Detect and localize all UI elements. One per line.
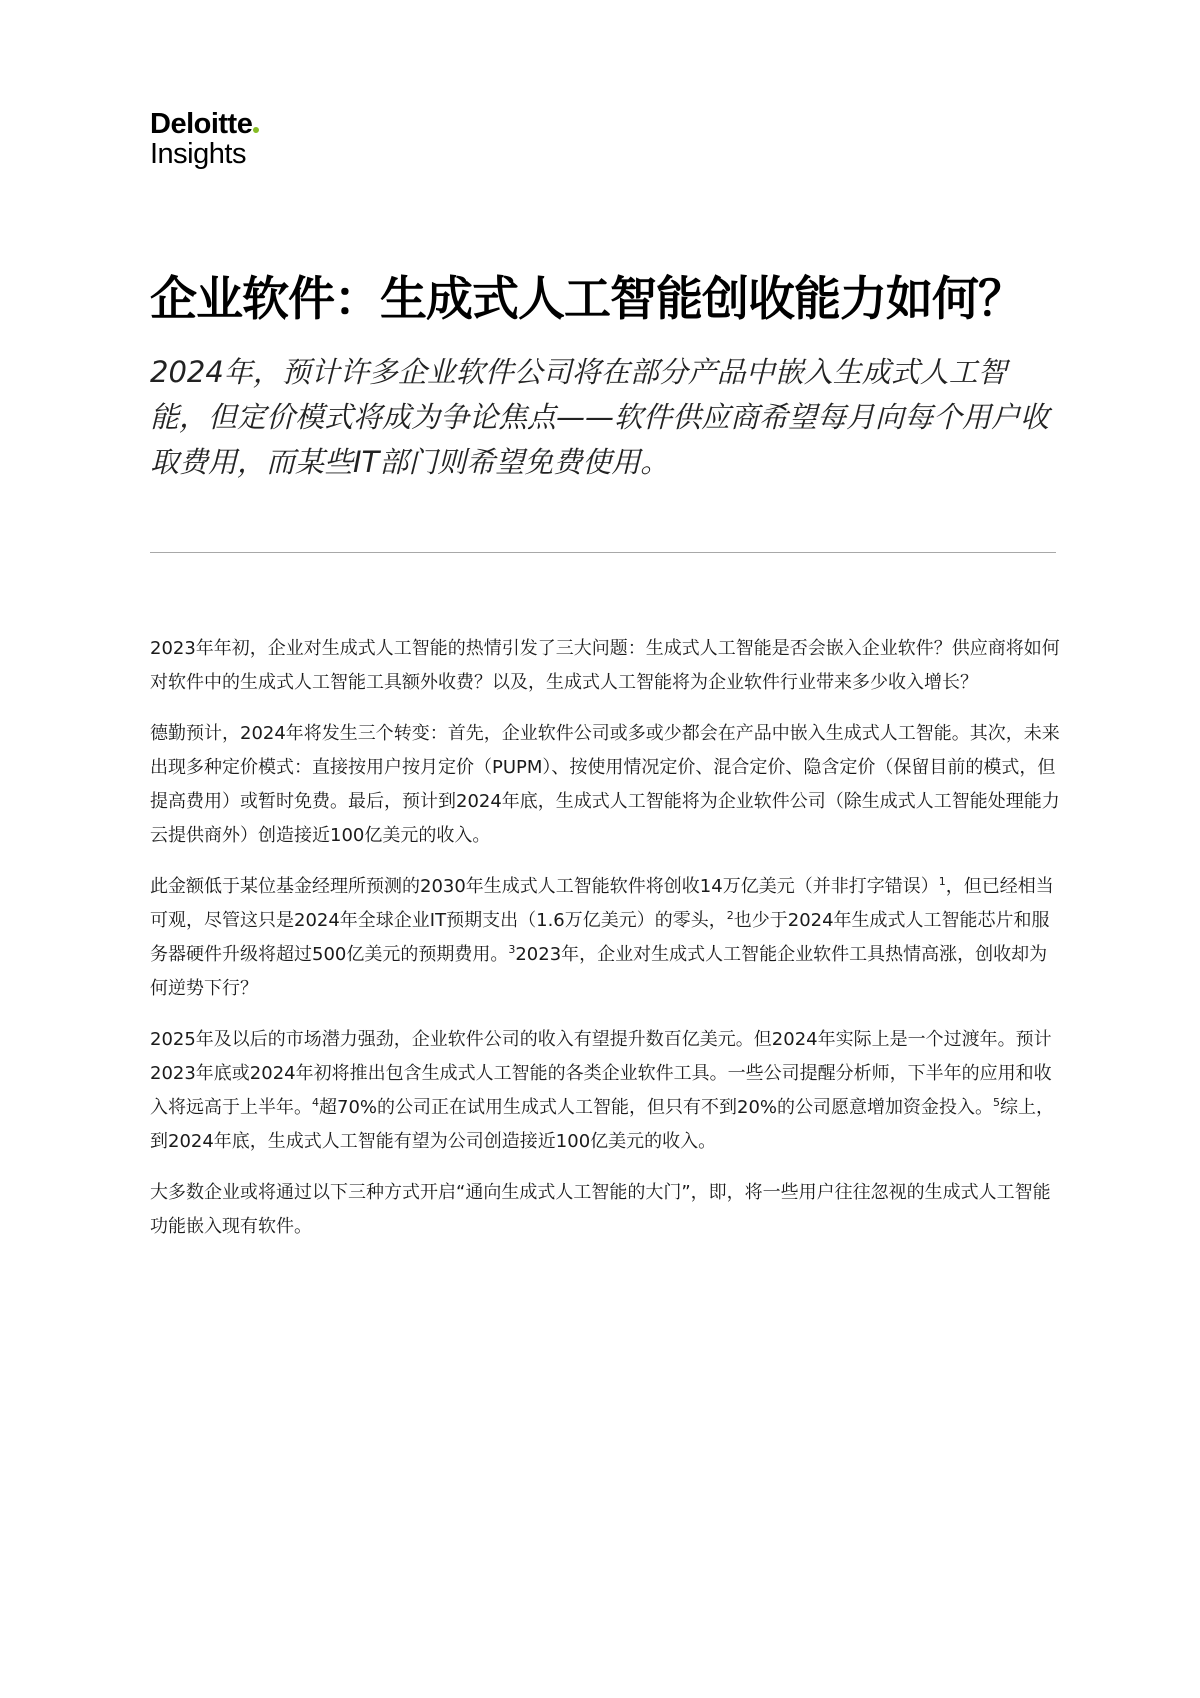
logo-brand: Deloitte	[150, 108, 259, 140]
paragraph-text: 此金额低于某位基金经理所预测的2030年生成式人工智能软件将创收14万亿美元（并非打字错误）	[150, 876, 939, 897]
paragraph-text: 2023年年初，企业对生成式人工智能的热情引发了三大问题：生成式人工智能是否会嵌入企业软件？供应商将如何对软件中的生成式人工智能工具额外收费？以及，生成式人工智能将为企业软件行业带来多少收入增长？	[150, 638, 1060, 693]
page-subtitle: 2024年，预计许多企业软件公司将在部分产品中嵌入生成式人工智能，但定价模式将成为争论焦点——软件供应商希望每月向每个用户收取费用，而某些IT部门则希望免费使用。	[150, 355, 1050, 479]
body-paragraph	[150, 717, 1060, 853]
article-body	[150, 632, 1060, 1261]
paragraph-text: 德勤预计，2024年将发生三个转变：首先，企业软件公司或多或少都会在产品中嵌入生成式人工智能。其次，未来出现多种定价模式：直接按用户按月定价（PUPM）、按使用情况定价、混合定价、隐含定价（保留目前的模式，但提高费用）或暂时免费。最后，预计到2024年底，生成式人工智能将为企业软件公司（除生成式人工智能处理能力云提供商外）创造接近100亿美元的收入。	[150, 723, 1060, 846]
body-paragraph	[150, 1023, 1060, 1159]
logo-green-dot	[253, 127, 259, 133]
logo-sub: Insights	[150, 138, 246, 170]
body-paragraph	[150, 632, 1060, 700]
section-divider	[150, 552, 1056, 553]
paragraph-text: 超70%的公司正在试用生成式人工智能，但只有不到20%的公司愿意增加资金投入。	[319, 1097, 994, 1118]
paragraph-text: ，但已经相当可观，尽管这只是2024年全球企业IT预期支出（1.6万亿美元）的零头，	[150, 876, 1054, 931]
paragraph-text: 大多数企业或将通过以下三种方式开启“通向生成式人工智能的大门”，即，将一些用户往往忽视的生成式人工智能功能嵌入现有软件。	[150, 1182, 1051, 1237]
deloitte-insights-logo	[150, 108, 259, 168]
paragraph-text: 2023年，企业对生成式人工智能企业软件工具热情高涨，创收却为何逆势下行？	[150, 944, 1048, 999]
page-title: 企业软件：生成式人工智能创收能力如何？	[150, 272, 1024, 327]
body-paragraph	[150, 870, 1060, 1006]
footnote-ref: 4	[312, 1096, 319, 1109]
footnote-ref: 3	[508, 943, 516, 956]
footnote-ref: 2	[726, 909, 734, 922]
paragraph-text: 也少于2024年生成式人工智能芯片和服务器硬件升级将超过500亿美元的预期费用。	[150, 910, 1050, 965]
paragraph-text: 2025年及以后的市场潜力强劲，企业软件公司的收入有望提升数百亿美元。但2024年实际上是一个过渡年。预计2023年底或2024年初将推出包含生成式人工智能的各类企业软件工具。一些公司提醒分析师，下半年的应用和收入将远高于上半年。	[150, 1029, 1052, 1118]
footnote-ref: 5	[993, 1096, 1001, 1109]
body-paragraph	[150, 1176, 1060, 1244]
paragraph-text: 综上，到2024年底，生成式人工智能有望为公司创造接近100亿美元的收入。	[150, 1097, 1055, 1152]
footnote-ref: 1	[938, 875, 946, 888]
